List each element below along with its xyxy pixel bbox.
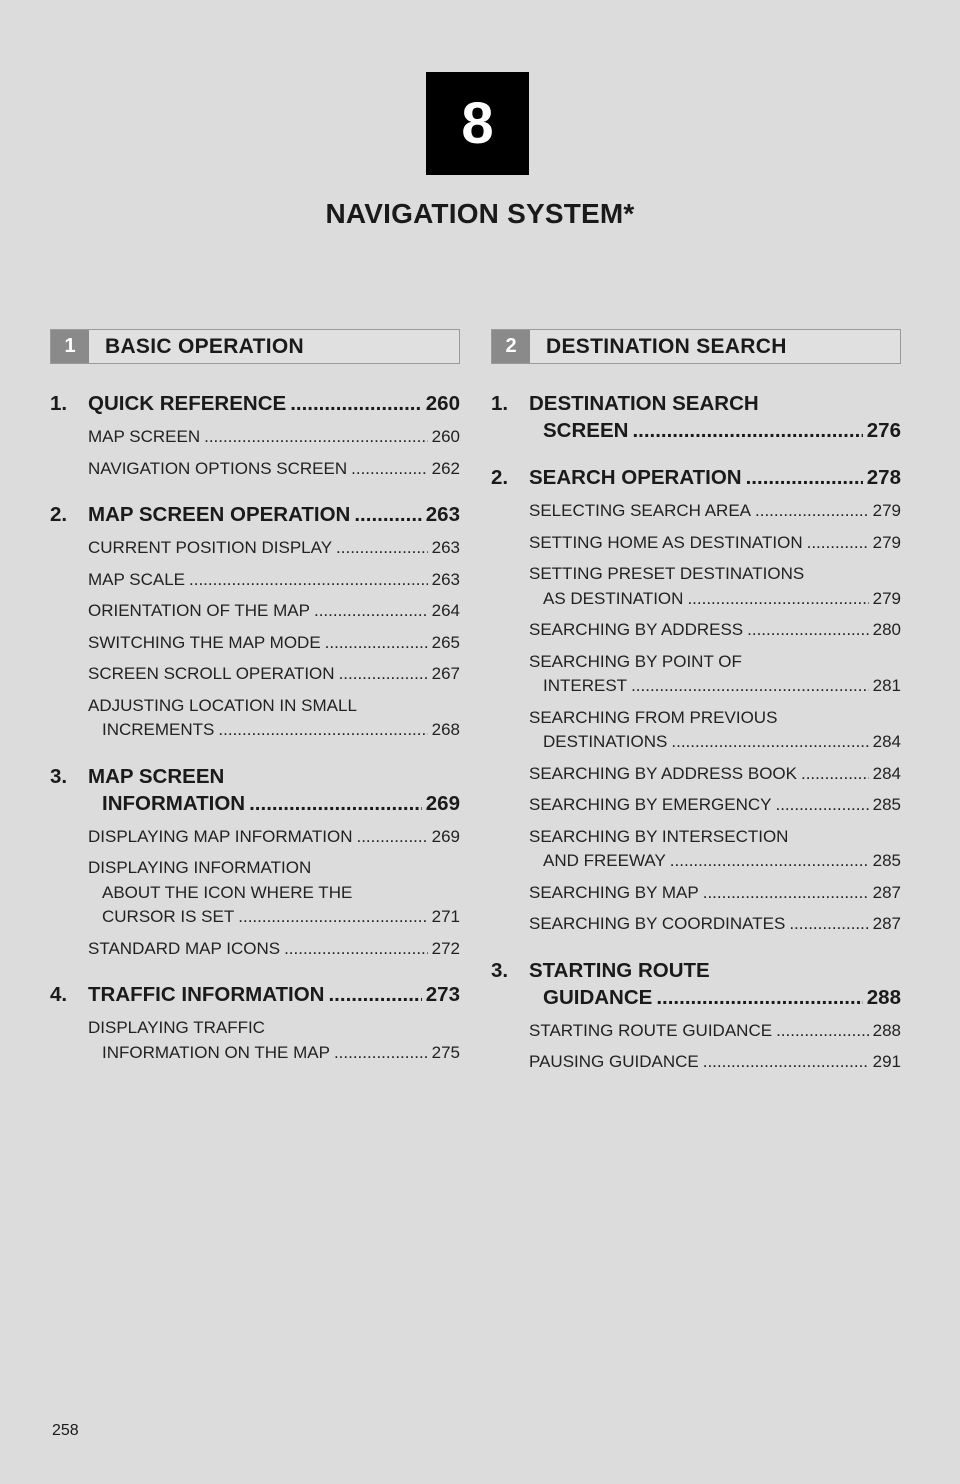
toc-sub-entry-text: INTEREST xyxy=(543,676,628,695)
dot-leader xyxy=(249,790,422,817)
toc-sub-entry[interactable] xyxy=(88,599,460,624)
toc-entry-line xyxy=(529,984,901,1011)
dot-leader xyxy=(746,464,863,491)
section-number-badge: 1 xyxy=(51,330,89,363)
toc-sub-entry-text: SELECTING SEARCH AREA xyxy=(529,501,752,520)
toc-sub-entry-line xyxy=(529,825,901,850)
toc-entry-page-number[interactable]: 263 xyxy=(425,503,460,526)
toc-sub-entry[interactable] xyxy=(88,425,460,450)
toc-sub-entry-page-number[interactable]: 285 xyxy=(872,851,901,870)
dot-leader xyxy=(334,1041,428,1066)
dot-leader xyxy=(776,1019,869,1044)
toc-sub-entry-page-number[interactable]: 263 xyxy=(431,538,460,557)
toc-sub-entry-page-number[interactable]: 288 xyxy=(872,1020,901,1040)
toc-sub-entry-text: MAP SCREEN xyxy=(88,427,201,446)
dot-leader xyxy=(747,618,868,643)
dot-leader xyxy=(290,390,422,417)
toc-sub-entry[interactable] xyxy=(88,937,460,962)
dot-leader xyxy=(775,793,868,818)
toc-sub-entry-line xyxy=(88,662,460,687)
toc-entry-text: DESTINATION SEARCH xyxy=(529,392,759,415)
toc-sub-entry-page-number[interactable]: 268 xyxy=(431,720,460,739)
toc-sub-entry[interactable] xyxy=(88,457,460,482)
toc-entry-text: TRAFFIC INFORMATION xyxy=(88,983,325,1006)
dot-leader xyxy=(328,981,421,1008)
toc-sub-entry-page-number[interactable]: 285 xyxy=(872,795,901,814)
dot-leader xyxy=(755,499,869,524)
dot-leader xyxy=(356,825,427,850)
toc-sub-entry-page-number[interactable]: 264 xyxy=(431,601,460,620)
dot-leader xyxy=(339,662,428,687)
toc-main-entry[interactable] xyxy=(50,981,460,1008)
toc-sub-entry-line xyxy=(88,1041,460,1066)
toc-sub-entry[interactable] xyxy=(529,881,901,906)
toc-sub-entry-page-number[interactable]: 263 xyxy=(431,569,460,589)
toc-sub-entry-text: SEARCHING BY ADDRESS xyxy=(529,620,744,639)
dot-leader xyxy=(325,631,428,656)
toc-entry-line xyxy=(529,464,901,491)
toc-sub-entry-line xyxy=(529,730,901,755)
toc-sub-entry-line xyxy=(529,793,901,818)
toc-sub-entry-text: SEARCHING BY COORDINATES xyxy=(529,914,786,933)
toc-sub-entry-page-number[interactable]: 279 xyxy=(872,532,901,552)
toc-sub-entry-text: AS DESTINATION xyxy=(543,588,684,608)
toc-sub-entry-text: SEARCHING BY POINT OF xyxy=(529,651,742,671)
toc-entry-line xyxy=(529,417,901,444)
toc-entry-text: GUIDANCE xyxy=(543,985,653,1009)
toc-entry-page-number[interactable]: 278 xyxy=(866,466,901,489)
toc-sub-entry-text: DISPLAYING TRAFFIC xyxy=(88,1018,265,1037)
dot-leader xyxy=(354,501,421,528)
dot-leader xyxy=(632,417,862,444)
toc-sub-entry-line xyxy=(88,568,460,593)
toc-sub-entry-line xyxy=(88,599,460,624)
toc-sub-entry-line xyxy=(88,905,460,930)
toc-sub-entry-line xyxy=(529,587,901,612)
toc-sub-entry-page-number[interactable]: 279 xyxy=(872,501,901,520)
toc-entry-number: 2. xyxy=(50,503,68,526)
toc-sub-entry-page-number[interactable]: 279 xyxy=(872,588,901,608)
toc-main-entry[interactable] xyxy=(491,464,901,491)
toc-sub-entry-line xyxy=(529,912,901,937)
toc-sub-entry-line xyxy=(88,856,460,881)
toc-sub-entry-page-number[interactable]: 262 xyxy=(431,458,460,478)
toc-entry-page-number[interactable]: 260 xyxy=(425,392,460,415)
toc-sub-entry-page-number[interactable]: 265 xyxy=(431,632,460,652)
toc-sub-list xyxy=(50,825,460,962)
toc-entry-page-number[interactable]: 276 xyxy=(866,419,901,442)
toc-entry-page-number[interactable]: 273 xyxy=(425,983,460,1006)
toc-sub-entry-line xyxy=(529,562,901,587)
toc-entry-line xyxy=(529,957,901,984)
toc-sub-entry[interactable] xyxy=(529,531,901,556)
toc-sub-entry-text: SETTING HOME AS DESTINATION xyxy=(529,532,803,552)
section-header xyxy=(491,329,901,364)
dot-leader xyxy=(656,984,862,1011)
toc-sub-entry[interactable] xyxy=(88,694,460,743)
toc-sub-entry-page-number[interactable]: 287 xyxy=(872,914,901,933)
toc-entry-line xyxy=(529,390,901,417)
dot-leader xyxy=(284,937,428,962)
toc-sub-entry-line xyxy=(529,531,901,556)
toc-sub-entry-line xyxy=(88,457,460,482)
toc-sub-entry-line xyxy=(88,631,460,656)
toc-sub-entry-line xyxy=(88,694,460,719)
toc-sub-entry-text: AND FREEWAY xyxy=(543,851,666,870)
toc-entry-line xyxy=(88,763,460,790)
toc-sub-entry-page-number[interactable]: 267 xyxy=(431,664,460,683)
toc-sub-entry-text: SETTING PRESET DESTINATIONS xyxy=(529,564,805,583)
toc-sub-entry[interactable] xyxy=(529,1019,901,1044)
dot-leader xyxy=(703,881,869,906)
toc-main-entry[interactable] xyxy=(491,390,901,444)
toc-sub-entry-page-number[interactable]: 281 xyxy=(872,676,901,695)
section-title: BASIC OPERATION xyxy=(105,334,304,358)
toc-entry-line xyxy=(88,390,460,417)
toc-sub-list xyxy=(50,536,460,743)
toc-sub-entry[interactable] xyxy=(529,499,901,524)
toc-entry-number: 1. xyxy=(491,392,509,415)
toc-entry-number: 3. xyxy=(491,958,509,982)
toc-sub-entry-text: INFORMATION ON THE MAP xyxy=(102,1042,330,1062)
dot-leader xyxy=(631,674,869,699)
toc-entry-text: QUICK REFERENCE xyxy=(88,392,287,415)
toc-sub-entry-line xyxy=(529,674,901,699)
toc-sub-list xyxy=(491,1019,901,1075)
toc-entry-number: 3. xyxy=(50,764,68,788)
dot-leader xyxy=(336,536,428,561)
toc-entries xyxy=(491,390,901,1075)
toc-entry-text: MAP SCREEN OPERATION xyxy=(88,503,351,526)
toc-main-entry[interactable] xyxy=(50,390,460,417)
toc-sub-entry-text: SEARCHING FROM PREVIOUS xyxy=(529,707,778,727)
toc-sub-entry-text: ADJUSTING LOCATION IN SMALL xyxy=(88,695,357,715)
toc-sub-entry-line xyxy=(88,425,460,450)
toc-entry-text: STARTING ROUTE xyxy=(529,958,710,982)
toc-sub-entry-line xyxy=(88,1016,460,1041)
toc-sub-entry[interactable] xyxy=(529,912,901,937)
toc-entry-number: 2. xyxy=(491,466,509,489)
toc-sub-entry-line xyxy=(88,881,460,906)
toc-sub-entry-page-number[interactable]: 271 xyxy=(431,907,460,926)
toc-sub-entry-text: SEARCHING BY EMERGENCY xyxy=(529,795,772,814)
toc-entry-line xyxy=(88,501,460,528)
dot-leader xyxy=(189,568,428,593)
toc-sub-entry-page-number[interactable]: 272 xyxy=(431,938,460,958)
toc-sub-entry-text: CURSOR IS SET xyxy=(102,907,235,926)
toc-sub-entry-page-number[interactable]: 284 xyxy=(872,763,901,783)
toc-sub-entry-page-number[interactable]: 275 xyxy=(431,1042,460,1062)
toc-sub-entry-text: INCREMENTS xyxy=(102,720,215,739)
toc-sub-entry-text: DISPLAYING MAP INFORMATION xyxy=(88,826,353,846)
toc-entry-number: 1. xyxy=(50,392,68,415)
toc-sub-entry[interactable] xyxy=(529,825,901,874)
toc-sub-entry-text: STARTING ROUTE GUIDANCE xyxy=(529,1020,773,1040)
toc-sub-entry-line xyxy=(529,706,901,731)
chapter-number: 8 xyxy=(461,91,494,156)
section-header xyxy=(50,329,460,364)
toc-sub-entry-line xyxy=(88,718,460,743)
toc-sub-entry-page-number[interactable]: 269 xyxy=(431,826,460,846)
toc-sub-entry[interactable] xyxy=(529,706,901,755)
dot-leader xyxy=(351,457,427,482)
toc-sub-entry[interactable] xyxy=(88,856,460,930)
toc-sub-entry-line xyxy=(529,650,901,675)
toc-entry-line xyxy=(88,981,460,1008)
toc-sub-entry-line xyxy=(529,849,901,874)
toc-sub-entry-text: DISPLAYING INFORMATION xyxy=(88,858,312,877)
toc-entry-text: SEARCH OPERATION xyxy=(529,466,742,489)
dot-leader xyxy=(238,905,427,930)
section-title: DESTINATION SEARCH xyxy=(546,334,787,358)
toc-sub-entry-line xyxy=(88,937,460,962)
toc-sub-entry-text: SCREEN SCROLL OPERATION xyxy=(88,664,335,683)
toc-sub-entry[interactable] xyxy=(88,662,460,687)
toc-sub-entry-page-number[interactable]: 291 xyxy=(872,1052,901,1071)
toc-sub-entry-line xyxy=(529,618,901,643)
toc-sub-entry-text: DESTINATIONS xyxy=(543,732,668,751)
toc-sub-entry-page-number[interactable]: 280 xyxy=(872,620,901,639)
dot-leader xyxy=(204,425,428,450)
dot-leader xyxy=(218,718,427,743)
toc-sub-entry-line xyxy=(88,825,460,850)
toc-sub-list xyxy=(50,1016,460,1065)
toc-entries xyxy=(50,390,460,1065)
section-number-badge: 2 xyxy=(492,330,530,363)
toc-sub-entry[interactable] xyxy=(529,618,901,643)
toc-sub-entry[interactable] xyxy=(529,562,901,611)
toc-entry-number: 4. xyxy=(50,983,68,1006)
toc-entry-line xyxy=(88,790,460,817)
dot-leader xyxy=(687,587,868,612)
dot-leader xyxy=(801,762,869,787)
toc-sub-entry[interactable] xyxy=(529,793,901,818)
toc-sub-entry-page-number[interactable]: 287 xyxy=(872,882,901,902)
chapter-number-box xyxy=(426,72,529,175)
footer-page-number: 258 xyxy=(52,1422,79,1439)
toc-main-entry[interactable] xyxy=(491,957,901,1011)
toc-sub-entry-line xyxy=(529,762,901,787)
chapter-title: NAVIGATION SYSTEM* xyxy=(325,198,635,229)
toc-sub-entry-line xyxy=(529,1019,901,1044)
toc-sub-entry-line xyxy=(529,1050,901,1075)
toc-sub-entry-text: SEARCHING BY ADDRESS BOOK xyxy=(529,763,797,783)
section-destination-search xyxy=(491,329,901,1082)
dot-leader xyxy=(671,730,868,755)
toc-sub-entry[interactable] xyxy=(88,825,460,850)
section-basic-operation xyxy=(50,329,460,1072)
toc-entry-text: SCREEN xyxy=(543,419,629,442)
toc-sub-entry-text: MAP SCALE xyxy=(88,569,186,589)
dot-leader xyxy=(703,1050,869,1075)
toc-sub-entry-text: CURRENT POSITION DISPLAY xyxy=(88,538,333,557)
toc-sub-entry-line xyxy=(529,499,901,524)
toc-sub-entry[interactable] xyxy=(88,568,460,593)
dot-leader xyxy=(314,599,428,624)
toc-sub-entry-text: SEARCHING BY MAP xyxy=(529,882,699,902)
toc-sub-entry-text: STANDARD MAP ICONS xyxy=(88,938,281,958)
toc-sub-list xyxy=(50,425,460,481)
toc-sub-entry[interactable] xyxy=(88,631,460,656)
toc-sub-entry[interactable] xyxy=(88,536,460,561)
toc-sub-entry-text: ORIENTATION OF THE MAP xyxy=(88,601,310,620)
toc-entry-page-number[interactable]: 269 xyxy=(425,791,460,815)
toc-entry-text: MAP SCREEN xyxy=(88,764,225,788)
toc-sub-list xyxy=(491,499,901,937)
dot-leader xyxy=(807,531,869,556)
toc-sub-entry-line xyxy=(529,881,901,906)
toc-sub-entry[interactable] xyxy=(88,1016,460,1065)
toc-sub-entry-page-number[interactable]: 260 xyxy=(431,427,460,446)
toc-entry-text: INFORMATION xyxy=(102,791,246,815)
toc-sub-entry-text: NAVIGATION OPTIONS SCREEN xyxy=(88,458,348,478)
dot-leader xyxy=(789,912,868,937)
toc-sub-entry-text: SEARCHING BY INTERSECTION xyxy=(529,826,789,846)
toc-sub-entry[interactable] xyxy=(529,762,901,787)
toc-sub-entry-text: PAUSING GUIDANCE xyxy=(529,1052,699,1071)
toc-main-entry[interactable] xyxy=(50,501,460,528)
toc-sub-entry[interactable] xyxy=(529,650,901,699)
toc-main-entry[interactable] xyxy=(50,763,460,817)
toc-sub-entry-text: ABOUT THE ICON WHERE THE xyxy=(102,882,353,902)
toc-sub-entry[interactable] xyxy=(529,1050,901,1075)
dot-leader xyxy=(670,849,869,874)
toc-sub-entry-text: SWITCHING THE MAP MODE xyxy=(88,632,321,652)
toc-sub-entry-page-number[interactable]: 284 xyxy=(872,732,901,751)
toc-sub-entry-line xyxy=(88,536,460,561)
toc-entry-page-number[interactable]: 288 xyxy=(866,985,901,1009)
